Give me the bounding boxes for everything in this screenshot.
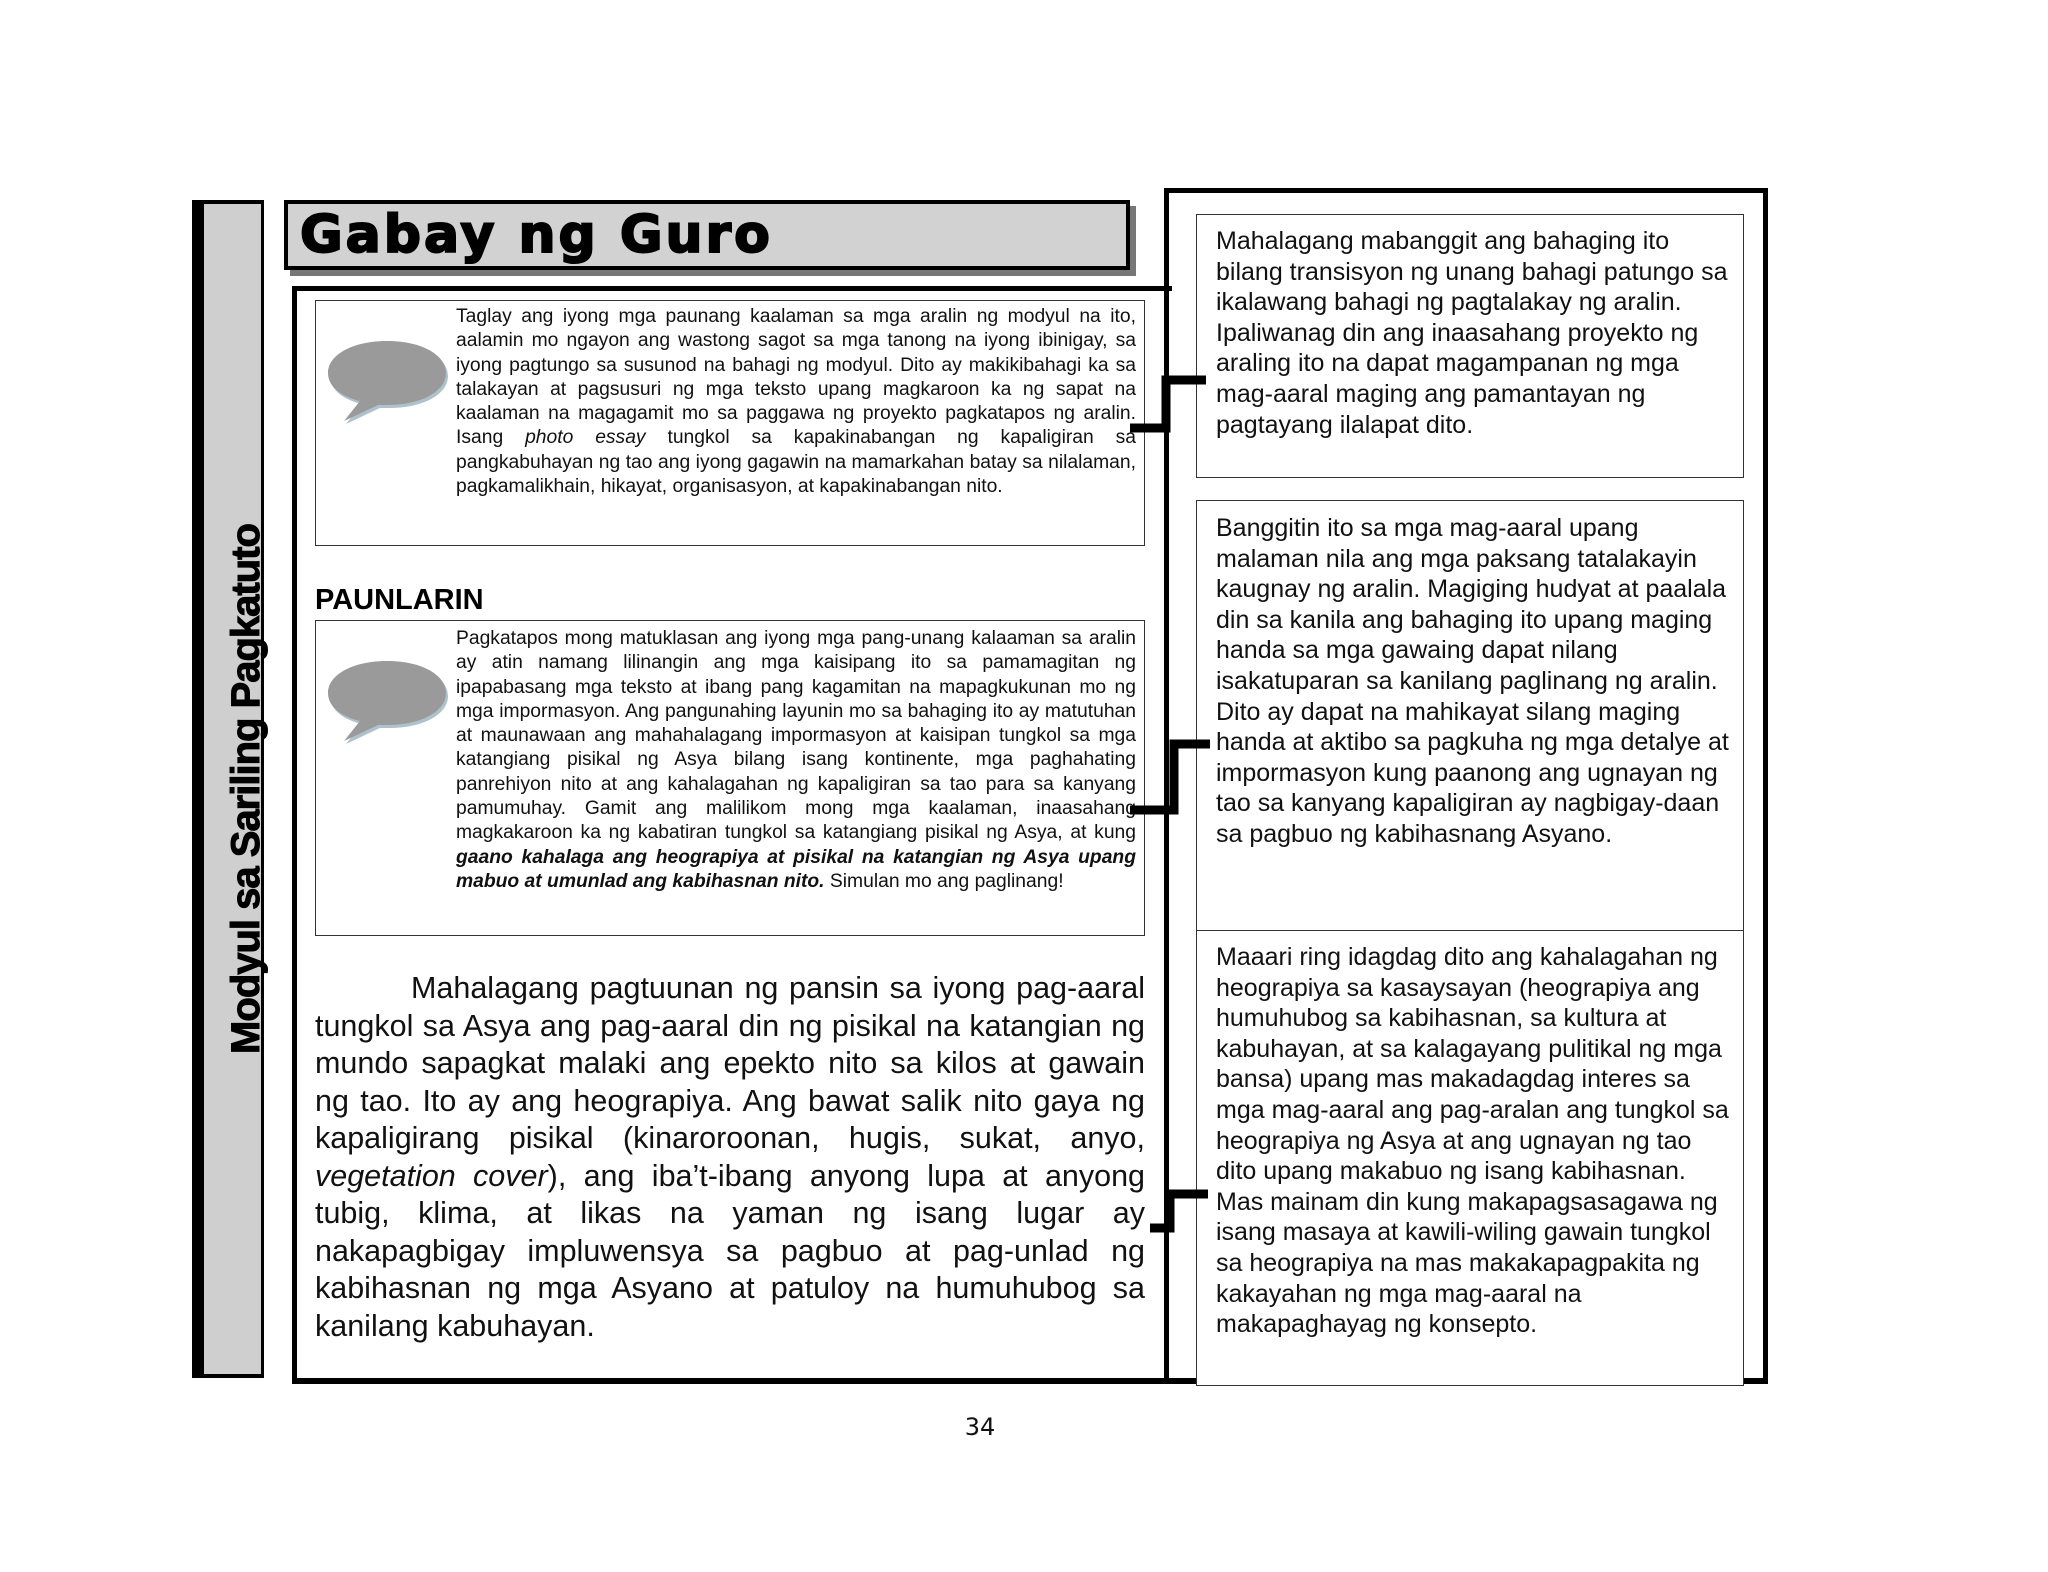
paunlarin-tip-emphasis: gaano kahalaga ang heograpiya at pisikal na katangian ng Asya upang mabuo at umunlad ang kabihasnan nito.: [456, 846, 1136, 892]
teacher-note-text: Mahalagang mabanggit ang bahaging ito bilang transisyon ng unang bahagi patungo sa ikalawang bahagi ng pagtalakay ng aralin. Ipaliwanag din ang inaasahang proyekto ng araling ito na dapat magampanan ng mga mag-aaral maging ang pamantayan ng pagtayang ilalapat dito.: [1216, 227, 1728, 439]
speech-bubble-icon: [322, 335, 452, 425]
body-emphasis: vegetation cover: [315, 1158, 548, 1193]
connector-bracket: [1130, 360, 1210, 450]
intro-tip-text-part: Taglay ang iyong mga paunang kaalaman sa mga aralin ng modyul na ito, aalamin mo ngayon ang wastong sagot sa mga tanong na iyong ibinigay, sa iyong pagtungo sa susunod na bahagi ng modyul. Dito ay makikibahagi ka sa talakayan at pagsusuri ng mga teksto upang magkaroon ka ng sapat na kaalaman na magagamit mo sa paggawa ng proyekto pagkatapos ng aralin. Isang: [456, 306, 1136, 449]
intro-tip-text: [456, 305, 1136, 499]
paunlarin-tip-text-part: Pagkatapos mong matuklasan ang iyong mga pang-unang kalaaman sa aralin ay atin namang lilinangin ang mga kaisipang ito sa pamamagitan ng ipapabasang mga teksto at ibang pang kagamitan na mapagkukunan mo ng mga impormasyon. Ang pangunahing layunin mo sa bahaging ito ay matutuhan at maunawaan ang mahahalagang impormasyon at kaisipan tungkol sa mga katangiang pisikal ng Asya bilang isang kontinente, mga paghahating panrehiyon nito at ang kahalagahan ng kapaligiran sa tao para sa kanyang pamumuhay. Gamit ang malilikom mong mga kaalaman, inaasahang magkakaroon ka ng kabatiran tungkol sa katangiang pisikal ng Asya, at kung: [456, 628, 1136, 844]
speech-bubble-icon: [322, 655, 452, 745]
sidebar-strip: [192, 200, 204, 1378]
page-number: 34: [964, 1413, 996, 1441]
section-heading: PAUNLARIN: [315, 584, 484, 616]
body-paragraph: [315, 970, 1145, 1345]
paunlarin-tip-text: [456, 627, 1136, 894]
page-title: Gabay ng Guro: [300, 205, 773, 265]
body-text-part: Mahalagang pagtuunan ng pansin sa iyong pag-aaral tungkol sa Asya ang pag-aaral din ng pisikal na katangian ng mundo sapagkat malaki ang epekto nito sa kilos at gawain ng tao. Ito ay ang heograpiya. Ang bawat salik nito gaya ng kapaligirang pisikal (kinaroroonan, hugis, sukat, anyo,: [315, 971, 1145, 1155]
paunlarin-tip-text-part: Simulan mo ang paglinang!: [824, 870, 1064, 892]
connector-bracket: [1130, 720, 1210, 830]
body-text-part: ), ang iba’t-ibang anyong lupa at anyong tubig, klima, at likas na yaman ng isang lugar ay nakapagbigay impluwensya sa pagbuo at pag-unlad ng kabihasnan ng mga Asyano at patuloy na humuhubog sa kanilang kabuhayan.: [315, 1158, 1146, 1343]
teacher-note-text: Maaari ring idagdag dito ang kahalagahan ng heograpiya sa kasaysayan (heograpiya ang humuhubog sa kabihasnan, sa kultura at kabuhayan, at sa kalagayang pulitikal ng mga bansa) upang mas makadagdag interes sa mga mag-aaral ang pag-aralan ang tungkol sa heograpiya ng Asya at ang ugnayan ng tao dito upang makabuo ng isang kabihasnan. Mas mainam din kung makapagsasagawa ng isang masaya at kawili-wiling gawain tungkol sa heograpiya na mas makakapagpakita ng kakayahan ng mga mag-aaral na makapaghayag ng konsepto.: [1216, 943, 1729, 1339]
connector-bracket: [1150, 1170, 1210, 1250]
sidebar-label: Modyul sa Sariling Pagkatuto: [224, 524, 268, 1054]
intro-tip-emphasis: photo essay: [525, 427, 646, 449]
intro-tip-text-part: tungkol sa kapakinabangan ng kapaligiran sa pangkabuhayan ng tao ang iyong gagawin na mamarkahan batay sa nilalaman, pagkamalikhain, hikayat, organisasyon, at kapakinabangan nito.: [456, 427, 1137, 498]
teacher-note-text: Banggitin ito sa mga mag-aaral upang malaman nila ang mga paksang tatalakayin kaugnay ng aralin. Magiging hudyat at paalala din sa kanila ang bahaging ito upang maging handa sa mga gawaing dapat nilang isakatuparan sa kanilang paglinang ng aralin. Dito ay dapat na mahikayat silang maging handa at aktibo sa pagkuha ng mga detalye at impormasyon kung paanong ang ugnayan ng tao sa kanyang kapaligiran ay nagbigay-daan sa pagbuo ng kabihasnang Asyano.: [1216, 514, 1729, 848]
